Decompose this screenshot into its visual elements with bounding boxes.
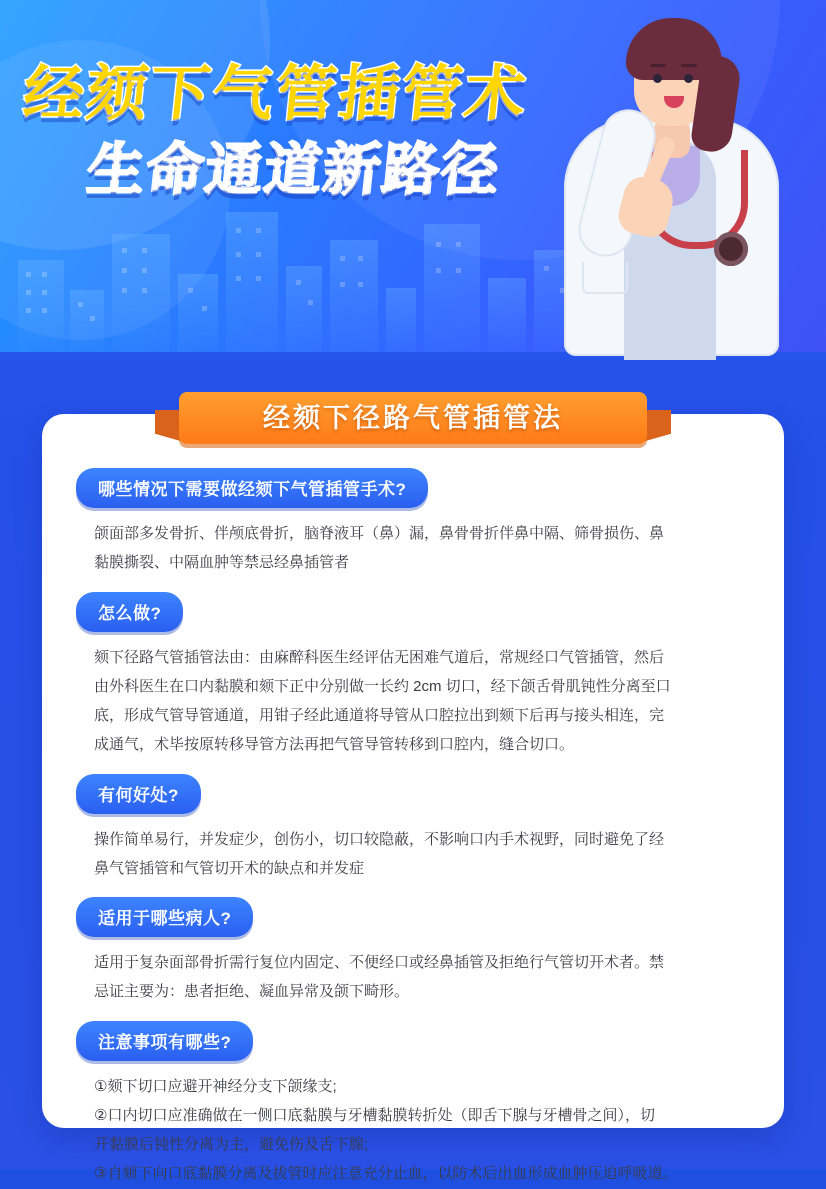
doctor-eye-right xyxy=(684,74,693,83)
doctor-brow-left xyxy=(650,64,666,67)
question-heading-cautions: 注意事项有哪些? xyxy=(76,1021,253,1061)
question-heading-procedure: 怎么做? xyxy=(76,592,183,632)
poster-subtitle: 生命通道新路径 xyxy=(84,138,505,201)
ribbon-label: 经颏下径路气管插管法 xyxy=(263,403,563,433)
doctor-eye-left xyxy=(653,74,662,83)
answer-text-benefits: 操作简单易行，并发症少，创伤小，切口较隐蔽，不影响口内手术视野，同时避免了经 鼻气管插管和气管切开术的缺点和并发症 xyxy=(94,830,665,877)
question-heading-indications: 哪些情况下需要做经颏下气管插管手术? xyxy=(76,468,428,508)
answer-text-cautions: ①颏下切口应避开神经分支下颌缘支; ②口内切口应准确做在一侧口底黏膜与牙槽黏膜转折处（即舌下腺与牙槽骨之间），切 开黏膜后钝性分离为主，避免伤及舌下腺; ③自颏下向口底黏膜分离及拔管时应注意充分止血，以防术后出血形成血肿压迫呼吸道。 xyxy=(94,1077,678,1183)
section-patients xyxy=(42,897,784,1007)
section-procedure xyxy=(42,592,784,760)
hero-title-block xyxy=(20,60,584,201)
doctor-illustration xyxy=(538,0,808,352)
answer-text-patients: 适用于复杂面部骨折需行复位内固定、不便经口或经鼻插管及拒绝行气管切开术者。禁 忌证主要为：患者拒绝、凝血异常及颌下畸形。 xyxy=(94,954,665,1001)
hero-banner xyxy=(0,0,826,352)
section-indications xyxy=(42,468,784,578)
section-benefits xyxy=(42,774,784,884)
poster-title: 经颏下气管插管术 xyxy=(20,60,532,127)
doctor-brow-right xyxy=(681,64,697,67)
question-heading-benefits: 有何好处? xyxy=(76,774,201,814)
doctor-coat-pocket xyxy=(582,262,628,294)
sections-container xyxy=(42,414,784,1183)
answer-text-indications: 颌面部多发骨折、伴颅底骨折，脑脊液耳（鼻）漏，鼻骨骨折伴鼻中隔、筛骨损伤、鼻 黏膜撕裂、中隔血肿等禁忌经鼻插管者 xyxy=(94,525,665,572)
section-cautions xyxy=(42,1021,784,1189)
stethoscope-chestpiece-icon xyxy=(714,232,748,266)
answer-text-procedure: 颏下径路气管插管法由：由麻醉科医生经评估无困难气道后，常规经口气管插管，然后 由外科医生在口内黏膜和颏下正中分别做一长约 2cm 切口，经下颌舌骨肌钝性分离至口 底，形成气管导管通道，用钳子经此通道将导管从口腔拉出到颏下后再与接头相连，完 成通气，术毕按原转移导管方法再把气管导管转移到口腔内，缝合切口。 xyxy=(94,648,671,754)
question-heading-patients: 适用于哪些病人? xyxy=(76,897,253,937)
